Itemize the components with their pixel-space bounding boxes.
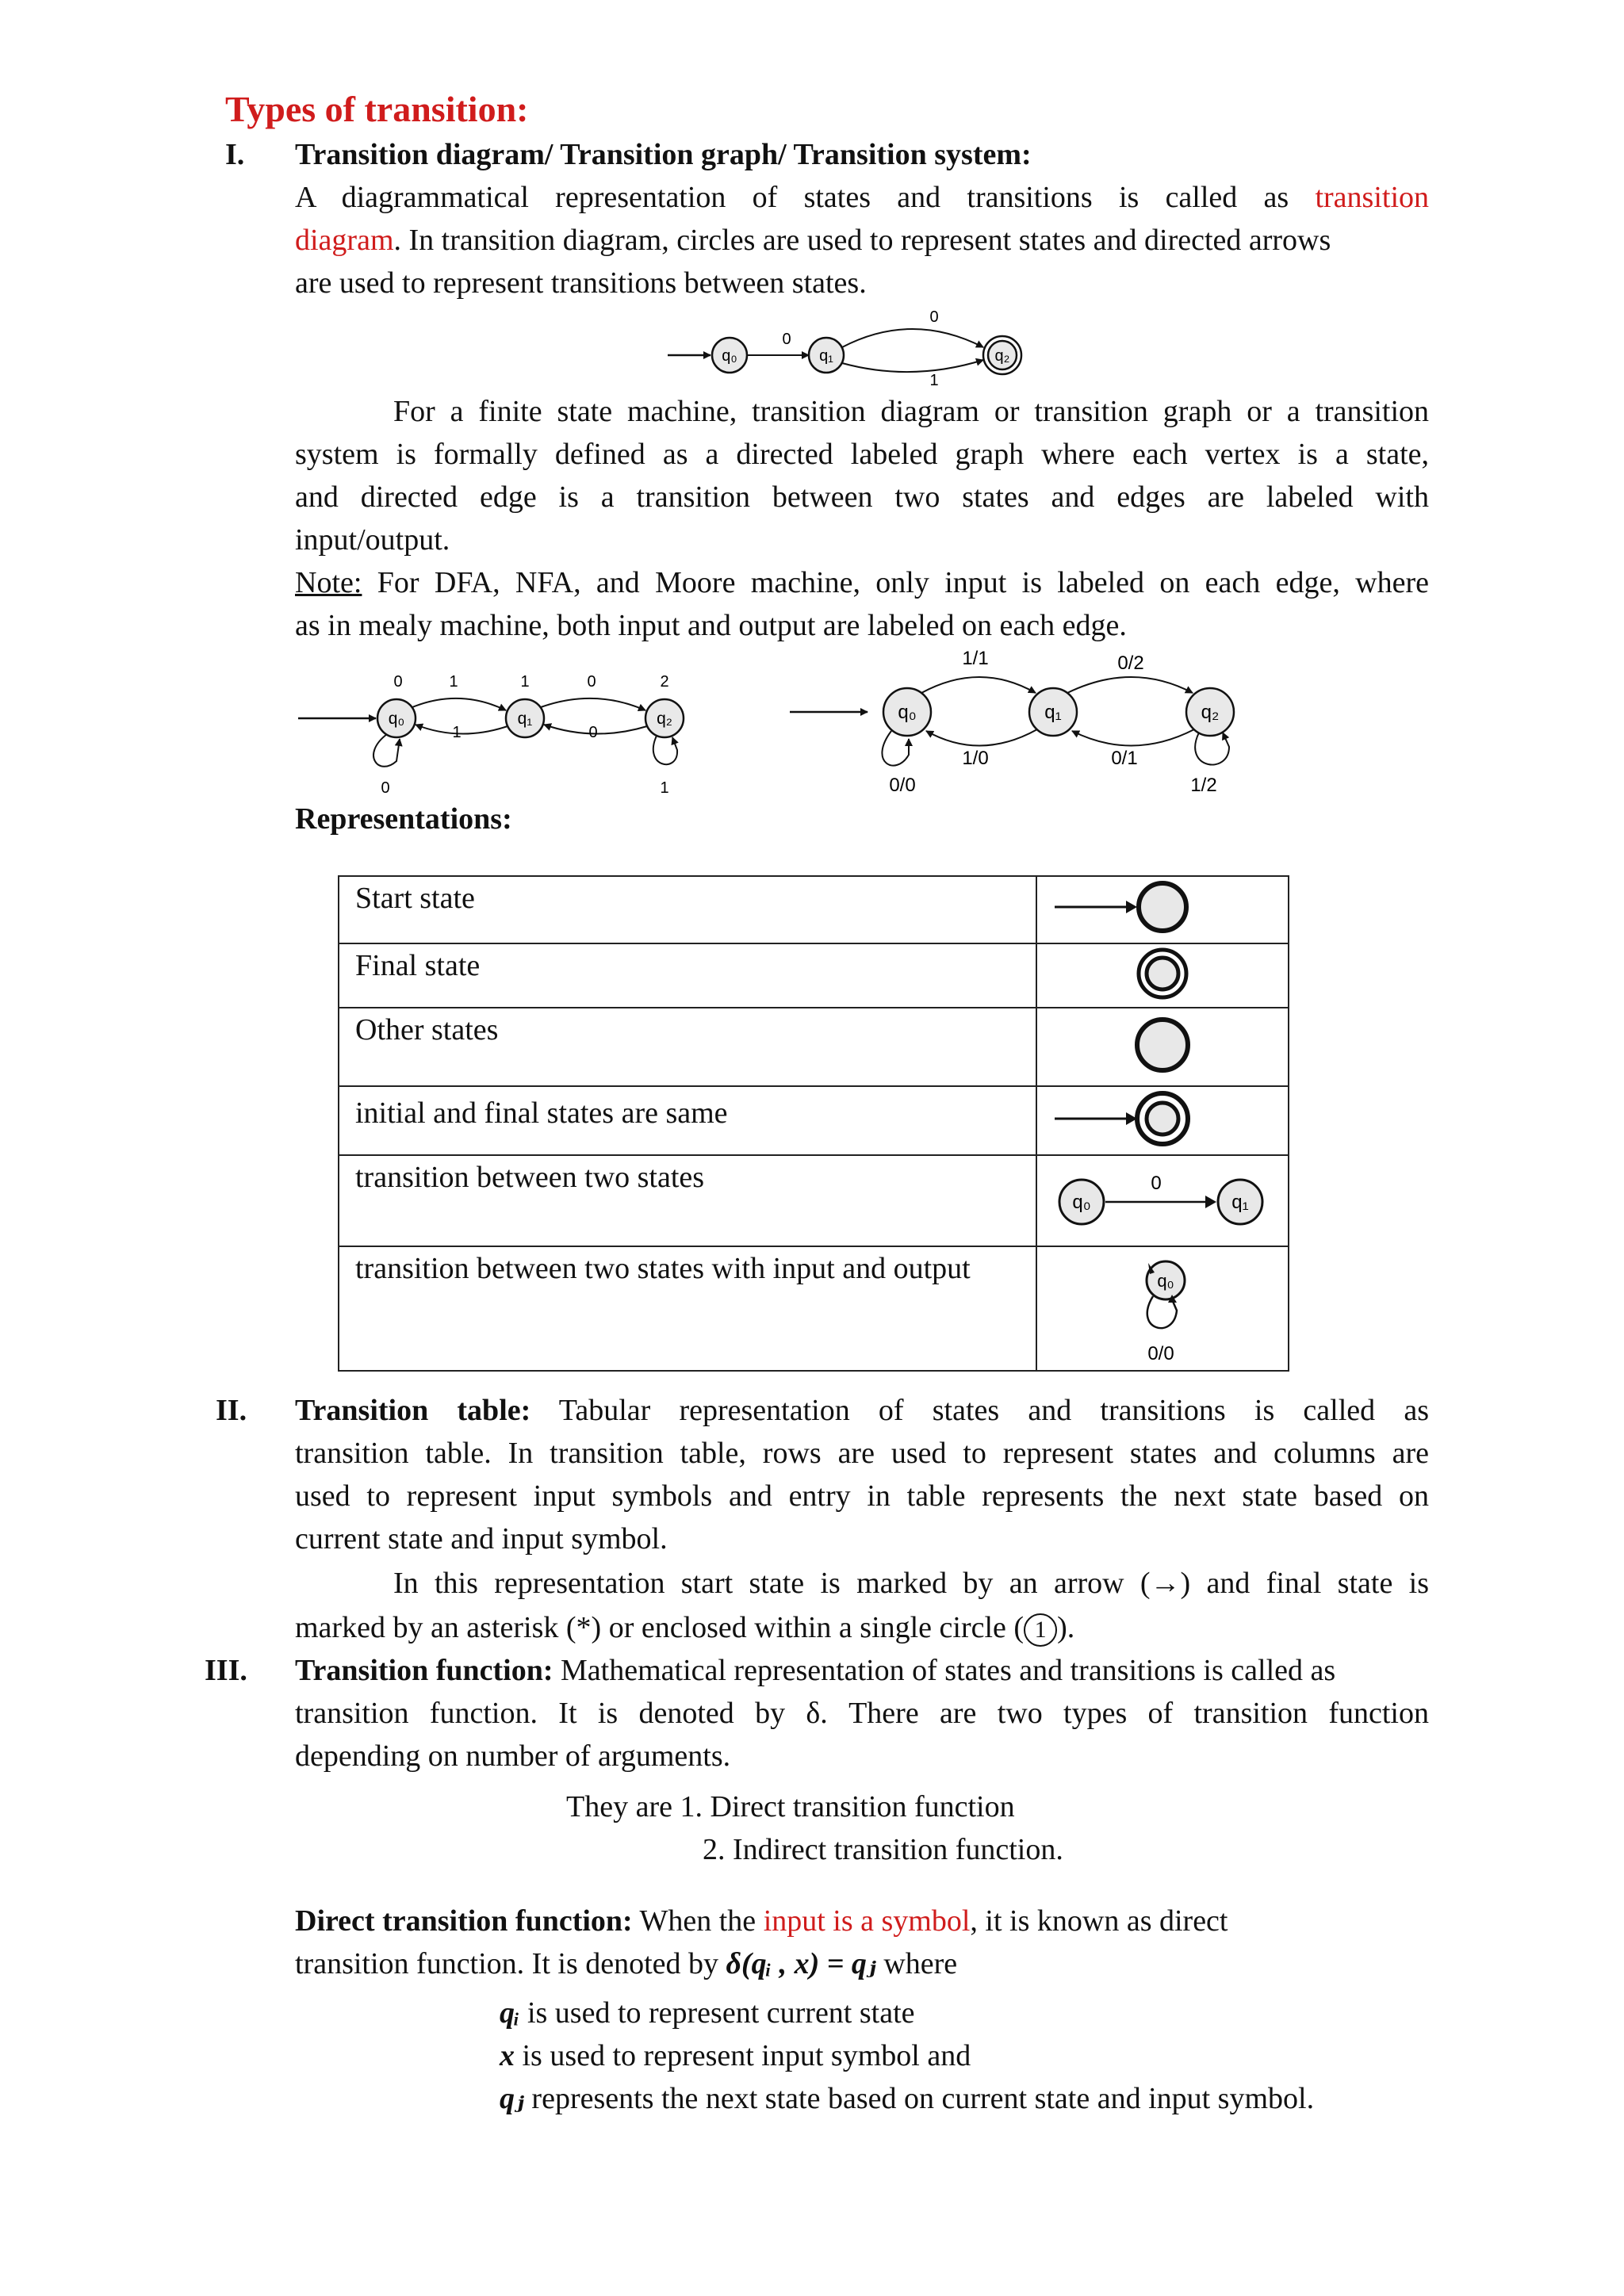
section2-title: Transition table: (295, 1394, 531, 1427)
svg-text:0/0: 0/0 (1147, 1343, 1174, 1364)
section1-numeral: I. (225, 138, 245, 171)
table-cell-label (339, 1086, 1036, 1155)
section2-para2-line1: In this representation start state is marked by an arrow (→) and final state is (393, 1567, 1429, 1600)
circled-one-icon: 1 (1024, 1613, 1057, 1647)
section1-title: Transition diagram/ Transition graph/ Transition system: (295, 138, 1032, 171)
section2-line3: used to represent input symbols and entry in table represents the next state based on (295, 1479, 1429, 1513)
table-row (339, 943, 1289, 1008)
section1-para2-line3: and directed edge is a transition between two states and edges are labeled with (295, 480, 1429, 514)
table-cell-symbol (1036, 1008, 1289, 1086)
table-row (339, 1008, 1289, 1086)
table-cell-symbol (1036, 876, 1289, 943)
d3-loop-q2 (1195, 733, 1229, 765)
d3-top-label-1: 1/1 (962, 648, 989, 669)
direct-line2-b: where (875, 1947, 958, 1980)
note-line1-text: For DFA, NFA, and Moore machine, only input is labeled on each edge, where (362, 566, 1429, 599)
d3-edge-q1-q2 (1067, 677, 1193, 693)
section2-para2-line2 (295, 1606, 1074, 1649)
row1-label: Start state (355, 882, 475, 915)
note-line2: as in mealy machine, both input and output are labeled on each edge. (295, 609, 1127, 642)
d2-q1-label: q₁ (517, 710, 533, 728)
direct-line1 (295, 1900, 1228, 1942)
def-x-sym: x (500, 2039, 515, 2072)
row5-label: transition between two states (355, 1161, 705, 1194)
d1-edge-top (842, 329, 983, 347)
section1-para2-line4: input/output. (295, 523, 450, 557)
d2-top-label-5: 2 (660, 673, 669, 691)
d3-loop-label-1: 0/0 (889, 775, 916, 796)
d1-edge-label-3: 1 (929, 372, 939, 389)
section2-para2-a: marked by an asterisk (*) or enclosed within a single circle ( (295, 1611, 1025, 1644)
d2-top-label-1: 0 (393, 673, 403, 691)
para1-term-part2: diagram (295, 224, 394, 257)
direct-red: input is a symbol (763, 1904, 971, 1938)
section1-para1-line1 (295, 176, 1429, 219)
d2-q2-label: q₂ (657, 710, 672, 728)
svg-text:q₀: q₀ (1157, 1271, 1174, 1291)
d2-mid-label-1: 1 (452, 724, 462, 741)
section3-title: Transition function: (295, 1654, 553, 1687)
d1-state-q2-label: q₂ (994, 347, 1010, 365)
table-row (339, 876, 1289, 943)
row4-label: initial and final states are same (355, 1096, 728, 1130)
d3-top-label-2: 0/2 (1117, 652, 1144, 674)
direct-formula: δ(qᵢ , x) = qⱼ (726, 1947, 876, 1980)
direct-rest: , it is known as direct (970, 1904, 1228, 1938)
table-cell-label (339, 876, 1036, 943)
def-qj-sym: qⱼ (500, 2082, 524, 2115)
table-cell-label (339, 1155, 1036, 1246)
transition-icon (1037, 1156, 1288, 1242)
section1-para2-line1: For a finite state machine, transition diagram or transition graph or a transition (393, 395, 1429, 428)
representations-table (338, 875, 1289, 1372)
table-cell-label (339, 1008, 1036, 1086)
initial-final-state-icon (1037, 1087, 1288, 1150)
def-x (500, 2034, 971, 2077)
table-row (339, 1155, 1289, 1246)
note-label: Note: (295, 566, 362, 599)
d3-bottom-label-1: 1/0 (962, 748, 989, 769)
d3-edge-q2-q1 (1072, 729, 1194, 746)
table-cell-symbol (1036, 1246, 1289, 1371)
def-x-text: is used to represent input symbol and (515, 2039, 971, 2072)
final-state-icon (1037, 944, 1288, 1003)
section2-line1-rest: Tabular representation of states and transitions is called as (530, 1394, 1429, 1427)
d3-loop-label-2: 1/2 (1190, 775, 1217, 796)
table-cell-symbol (1036, 943, 1289, 1008)
d2-loop-label-2: 1 (660, 779, 669, 797)
diagram2-svg (293, 666, 706, 807)
direct-line2-a: transition function. It is denoted by (295, 1947, 726, 1980)
section3-line3: depending on number of arguments. (295, 1739, 731, 1773)
svg-text:q₁: q₁ (1231, 1192, 1249, 1213)
diagram3-svg (785, 644, 1261, 807)
direct-when: When the (632, 1904, 764, 1938)
row6-label: transition between two states with input and output (355, 1252, 971, 1285)
representations-title: Representations: (295, 802, 512, 836)
table-row (339, 1086, 1289, 1155)
d3-q2-label: q₂ (1201, 702, 1220, 723)
d1-state-q0-label: q₀ (722, 347, 737, 365)
d3-edge-q1-q0 (926, 729, 1037, 746)
section2-line1 (295, 1389, 1429, 1432)
d1-edge-label-1: 0 (782, 331, 791, 348)
direct-line2 (295, 1942, 957, 1985)
section3-line1 (295, 1649, 1437, 1692)
svg-text:0: 0 (1151, 1173, 1162, 1194)
section3-line1-rest: Mathematical representation of states and transitions is called as (553, 1654, 1336, 1687)
note-line1 (295, 561, 1429, 604)
para1-lead: A diagrammatical representation of states and transitions is called as (295, 181, 1289, 214)
d3-q1-label: q₁ (1044, 702, 1062, 723)
section1-para1-line3: are used to represent transitions between states. (295, 266, 867, 300)
page-heading: Types of transition: (225, 89, 529, 129)
d2-top-label-3: 1 (520, 673, 530, 691)
section1-para2-line2: system is formally defined as a directed labeled graph where each vertex is a state, (295, 438, 1429, 471)
d2-edge-q0-q1 (412, 698, 506, 710)
row2-label: Final state (355, 949, 481, 982)
d1-edge-label-2: 0 (929, 308, 939, 326)
d2-q0-label: q₀ (388, 710, 405, 728)
d2-mid-label-2: 0 (588, 724, 598, 741)
diagram1-svg (658, 303, 1039, 390)
d1-edge-bottom (842, 360, 983, 372)
section1-para1-line2 (295, 219, 1429, 262)
section2-para2-b: ). (1057, 1611, 1075, 1644)
table-row (339, 1246, 1289, 1371)
d3-q0-label: q₀ (898, 702, 917, 723)
d1-state-q1-label: q₁ (819, 347, 833, 365)
para1-rest: . In transition diagram, circles are used to represent states and directed arrows (393, 224, 1331, 257)
def-qj-text: represents the next state based on current state and input symbol. (523, 2082, 1315, 2115)
def-qi-text: is used to represent current state (519, 1996, 915, 2030)
d3-edge-q0-q1 (921, 677, 1036, 693)
d3-bottom-label-2: 0/1 (1111, 748, 1138, 769)
table-cell-symbol (1036, 1155, 1289, 1246)
section3-they-are: They are 1. Direct transition function (566, 1790, 1015, 1823)
table-cell-label (339, 943, 1036, 1008)
section3-line2: transition function. It is denoted by δ. There are two types of transition function (295, 1697, 1429, 1730)
d2-loop-label-1: 0 (381, 779, 390, 797)
table-cell-symbol (1036, 1086, 1289, 1155)
d2-loop-q2 (653, 736, 677, 764)
section2-line2: transition table. In transition table, rows are used to represent states and columns are (295, 1437, 1429, 1470)
self-loop-icon (1037, 1247, 1288, 1366)
other-state-icon (1037, 1008, 1288, 1081)
section3-second: 2. Indirect transition function. (703, 1833, 1063, 1866)
d2-edge-q1-q2 (541, 698, 645, 710)
d2-edge-q1-q0 (416, 725, 508, 734)
start-state-icon (1037, 877, 1288, 939)
section3-numeral: III. (205, 1654, 247, 1687)
direct-title: Direct transition function: (295, 1904, 633, 1938)
def-qi (500, 1992, 915, 2034)
def-qj (500, 2077, 1314, 2120)
row3-label: Other states (355, 1013, 499, 1047)
table-cell-label (339, 1246, 1036, 1371)
section2-numeral: II. (216, 1394, 247, 1427)
def-qi-sym: qᵢ (500, 1996, 520, 2030)
d2-loop-q0 (373, 734, 400, 767)
section2-line4: current state and input symbol. (295, 1522, 668, 1556)
d2-top-label-2: 1 (449, 673, 458, 691)
para1-term-part1: transition (1315, 181, 1430, 214)
d2-top-label-4: 0 (587, 673, 596, 691)
svg-text:q₀: q₀ (1072, 1192, 1091, 1213)
